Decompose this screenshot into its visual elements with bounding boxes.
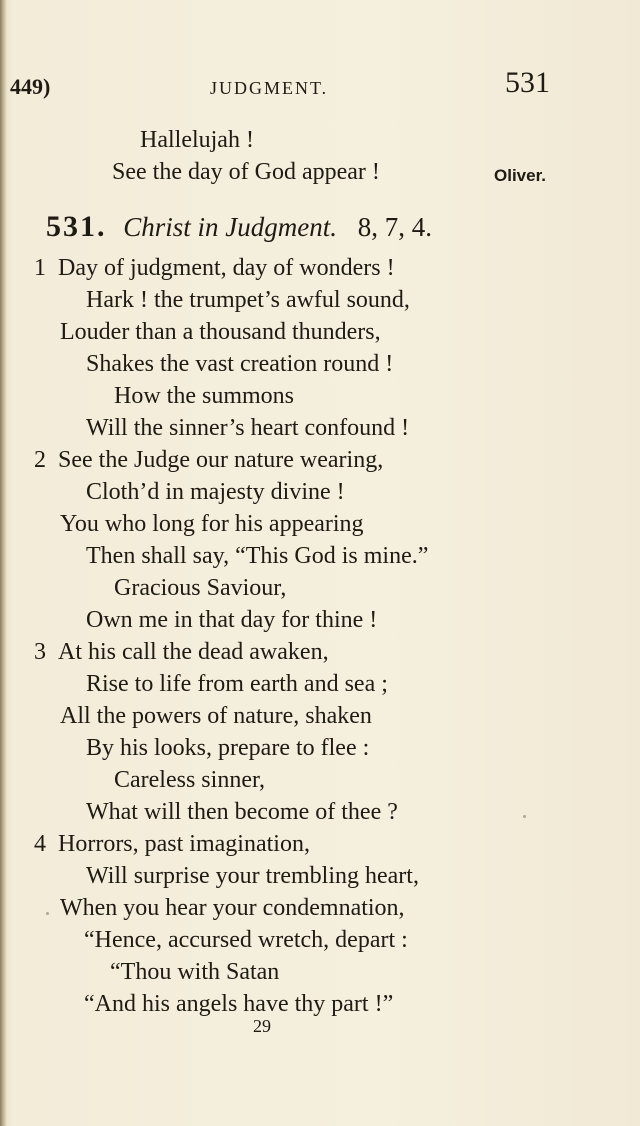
verse-line: Hark ! the trumpet’s awful sound, <box>86 287 410 313</box>
verse-line: Rise to life from earth and sea ; <box>86 671 388 697</box>
verse-line: Gracious Saviour, <box>114 575 287 601</box>
verse-line: How the summons <box>114 383 294 409</box>
verse-number: 2 <box>34 447 46 473</box>
running-header <box>10 62 550 102</box>
verse-line: 3 At his call the dead awaken, <box>34 639 329 665</box>
header-hymn-range: 449) <box>10 74 51 99</box>
verse-line: What will then become of thee ? <box>86 799 398 825</box>
verse-line: Will the sinner’s heart confound ! <box>86 415 410 441</box>
paper-speck <box>523 815 526 818</box>
verse-line: 1 Day of judgment, day of wonders ! <box>34 255 395 281</box>
verse-line: “Hence, accursed wretch, depart : <box>84 927 408 953</box>
hymn-title: Christ in Judgment. <box>123 212 337 242</box>
verse-number: 1 <box>34 255 46 281</box>
hymn-heading <box>46 210 432 244</box>
header-page-number: 531 <box>505 66 550 99</box>
signature-mark: 29 <box>253 1016 271 1036</box>
paper-speck <box>46 912 49 915</box>
verse-line: “And his angels have thy part !” <box>84 991 394 1017</box>
carryover-line: Hallelujah ! <box>140 127 254 153</box>
verse-line: Then shall say, “This God is mine.” <box>86 543 429 569</box>
binding-edge <box>0 0 7 1126</box>
verse-line: Careless sinner, <box>114 767 265 793</box>
verse-line: Own me in that day for thine ! <box>86 607 378 633</box>
header-section-title: JUDGMENT. <box>210 78 329 98</box>
verse-line: You who long for his appearing <box>60 511 364 537</box>
hymn-number: 531. <box>46 210 107 243</box>
verse-line: All the powers of nature, shaken <box>60 703 372 729</box>
verse-line: Louder than a thousand thunders, <box>60 319 381 345</box>
verse-number: 4 <box>34 831 46 857</box>
verse-line: Cloth’d in majesty divine ! <box>86 479 345 505</box>
verse-line: 2 See the Judge our nature wearing, <box>34 447 384 473</box>
verse-number: 3 <box>34 639 46 665</box>
verse-line: Shakes the vast creation round ! <box>86 351 394 377</box>
verse-line: By his looks, prepare to flee : <box>86 735 370 761</box>
verse-line: When you hear your condemnation, <box>60 895 405 921</box>
verse-line: Will surprise your trembling heart, <box>86 863 419 889</box>
hymn-meter: 8, 7, 4. <box>357 212 432 242</box>
verse-line: “Thou with Satan <box>110 959 280 985</box>
verse-line: 4 Horrors, past imagination, <box>34 831 310 857</box>
tune-name: Oliver. <box>494 166 546 185</box>
carryover-line: See the day of God appear ! <box>112 159 380 185</box>
